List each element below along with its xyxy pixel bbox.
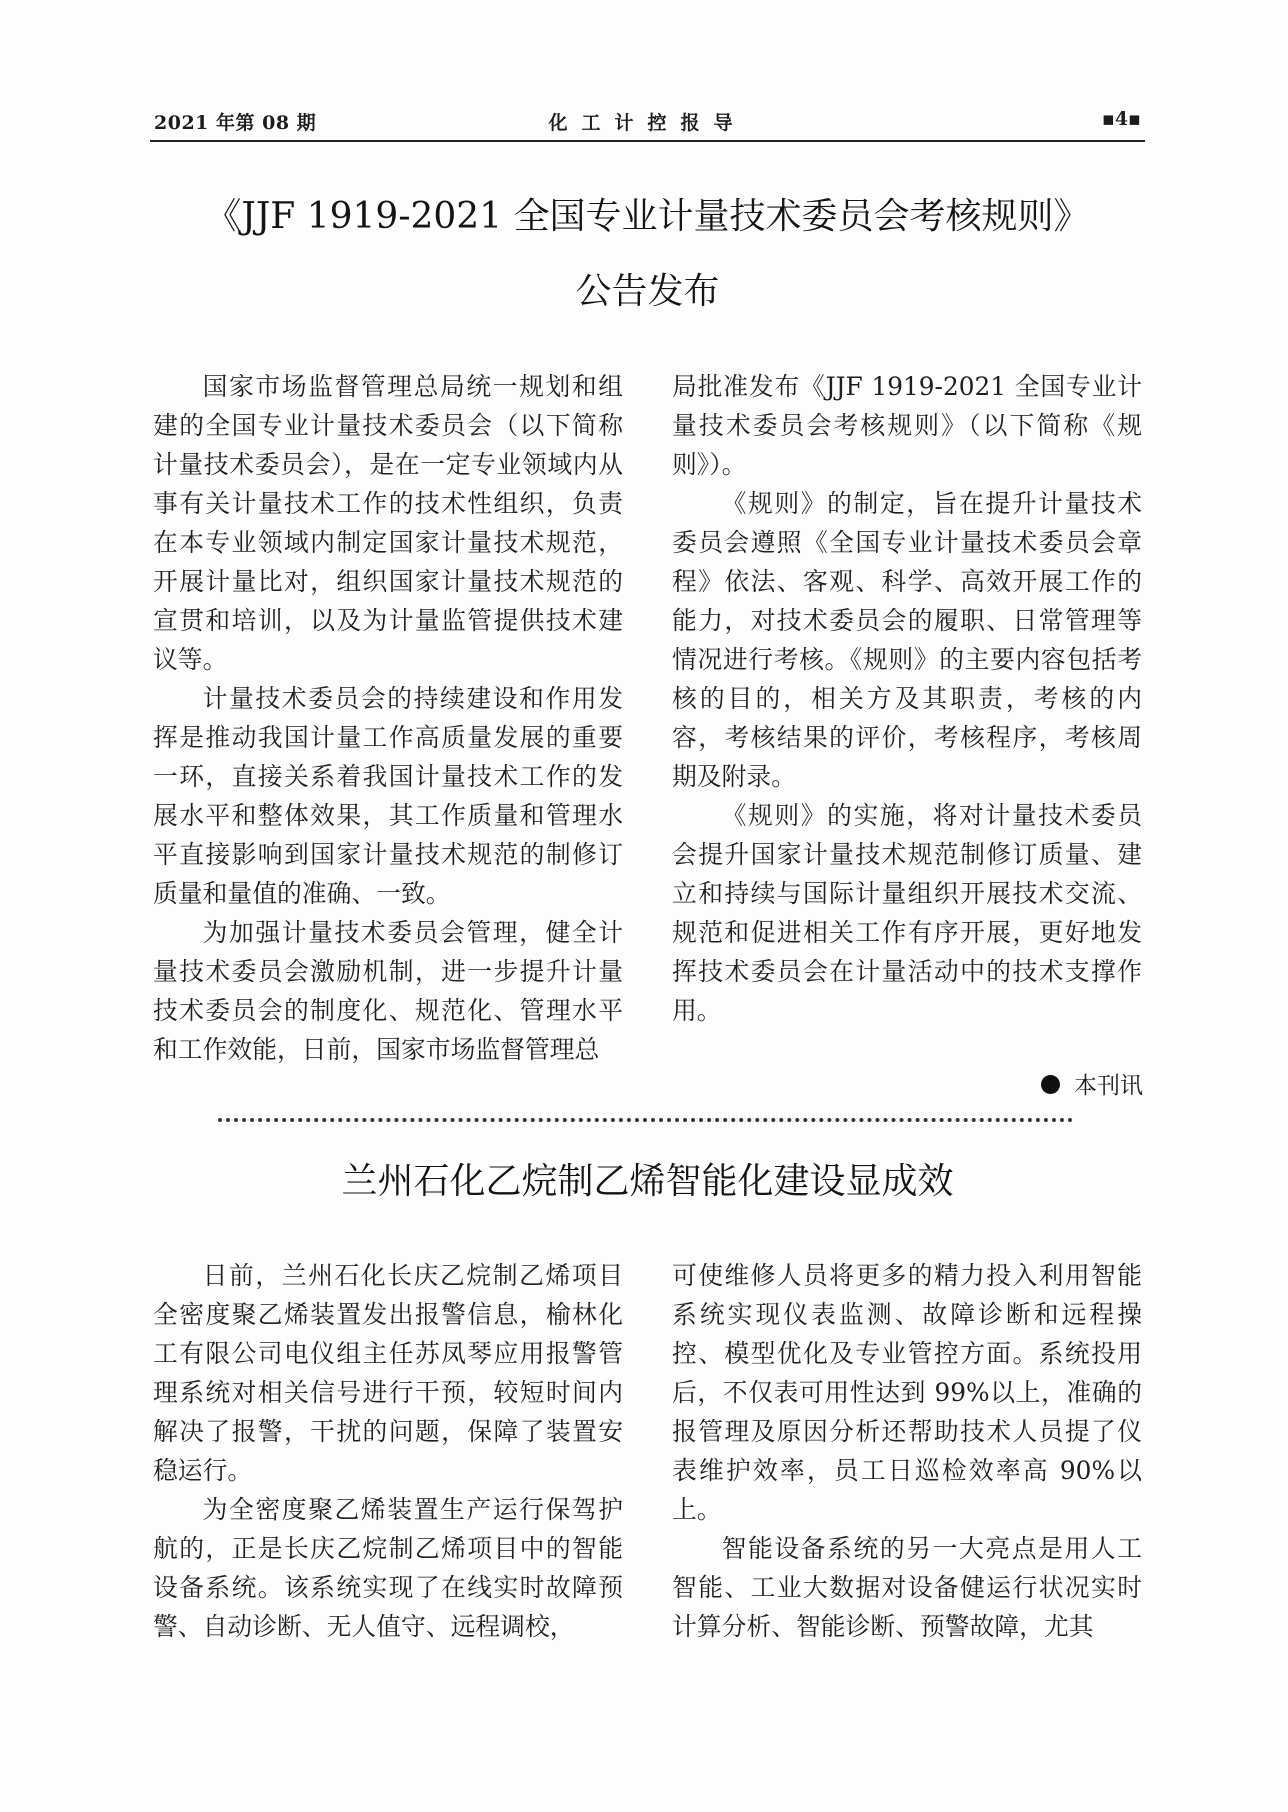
issue-number: 2021 年第 08 期 [154, 112, 317, 134]
article1-source [1041, 1068, 1143, 1104]
article2-paragraph: 可使维修人员将更多的精力投入利用智能系统实现仪表监测、故障诊断和远程操控、模型优化及专业管控方面。系统投用后，不仅表可用性达到 99%以上，准确的报管理及原因分析还帮助技术人员提了仪表维护效率，员工日巡检效率高 90%以上。 [672, 1261, 1142, 1524]
article1-title-line2: 公告发布 [575, 271, 720, 312]
article2-paragraph: 日前，兰州石化长庆乙烷制乙烯项目全密度聚乙烯装置发出报警信息，榆林化工有限公司电仪组主任苏凤琴应用报警管理系统对相关信号进行干预，较短时间内解决了报警，干扰的问题，保障了装置安稳运行。 [153, 1261, 623, 1485]
header-rule [150, 140, 1145, 142]
article1-paragraph: 为加强计量技术委员会管理，健全计量技术委员会激励机制，进一步提升计量技术委员会的制度化、规范化、管理水平和工作效能，日前，国家市场监督管理总 [153, 918, 623, 1064]
article1-paragraph: 局批准发布《JJF 1919-2021 全国专业计量技术委员会考核规则》（以下简称《规则》）。 [672, 372, 1142, 479]
article1-left-column [153, 367, 623, 1069]
article2-title: 兰州石化乙烷制乙烯智能化建设显成效 [341, 1161, 954, 1202]
journal-name: 化工计控报导 [548, 112, 747, 134]
article1-paragraph: 计量技术委员会的持续建设和作用发挥是推动我国计量工作高质量发展的重要一环，直接关系着我国计量技术工作的发展水平和整体效果，其工作质量和管理水平直接影响到国家计量技术规范的制修订质量和量值的准确、一致。 [153, 684, 623, 908]
article1-paragraph: 国家市场监督管理总局统一规划和组建的全国专业计量技术委员会（以下简称计量技术委员会），是在一定专业领域内从事有关计量技术工作的技术性组织，负责在本专业领域内制定国家计量技术规范，开展计量比对，组织国家计量技术规范的宣贯和培训，以及为计量监管提供技术建议等。 [153, 372, 623, 674]
bullet-icon [1041, 1075, 1060, 1094]
article-separator [218, 1118, 1073, 1122]
article1-paragraph: 《规则》的制定，旨在提升计量技术委员会遵照《全国专业计量技术委员会章程》依法、客观、科学、高效开展工作的能力，对技术委员会的履职、日常管理等情况进行考核。《规则》的主要内容包括考核的目的，相关方及其职责，考核的内容，考核结果的评价，考核程序，考核周期及附录。 [672, 489, 1142, 791]
page-number: ▪4▪ [1102, 108, 1141, 130]
source-label: 本刊讯 [1074, 1073, 1143, 1099]
article1-right-column [672, 367, 1142, 1030]
article2-paragraph: 为全密度聚乙烯装置生产运行保驾护航的，正是长庆乙烷制乙烯项目中的智能设备系统。该系统实现了在线实时故障预警、自动诊断、无人值守、远程调校， [153, 1495, 623, 1641]
article1-title-line1: 《JJF 1919-2021 全国专业计量技术委员会考核规则》 [205, 196, 1090, 237]
article2-right-column [672, 1256, 1142, 1646]
running-header [150, 106, 1145, 138]
article2-left-column [153, 1256, 623, 1646]
article1-paragraph: 《规则》的实施，将对计量技术委员会提升国家计量技术规范制修订质量、建立和持续与国际计量组织开展技术交流、规范和促进相关工作有序开展，更好地发挥技术委员会在计量活动中的技术支撑作用。 [672, 801, 1142, 1025]
article2-paragraph: 智能设备系统的另一大亮点是用人工智能、工业大数据对设备健运行状况实时计算分析、智能诊断、预警故障，尤其 [672, 1534, 1142, 1641]
